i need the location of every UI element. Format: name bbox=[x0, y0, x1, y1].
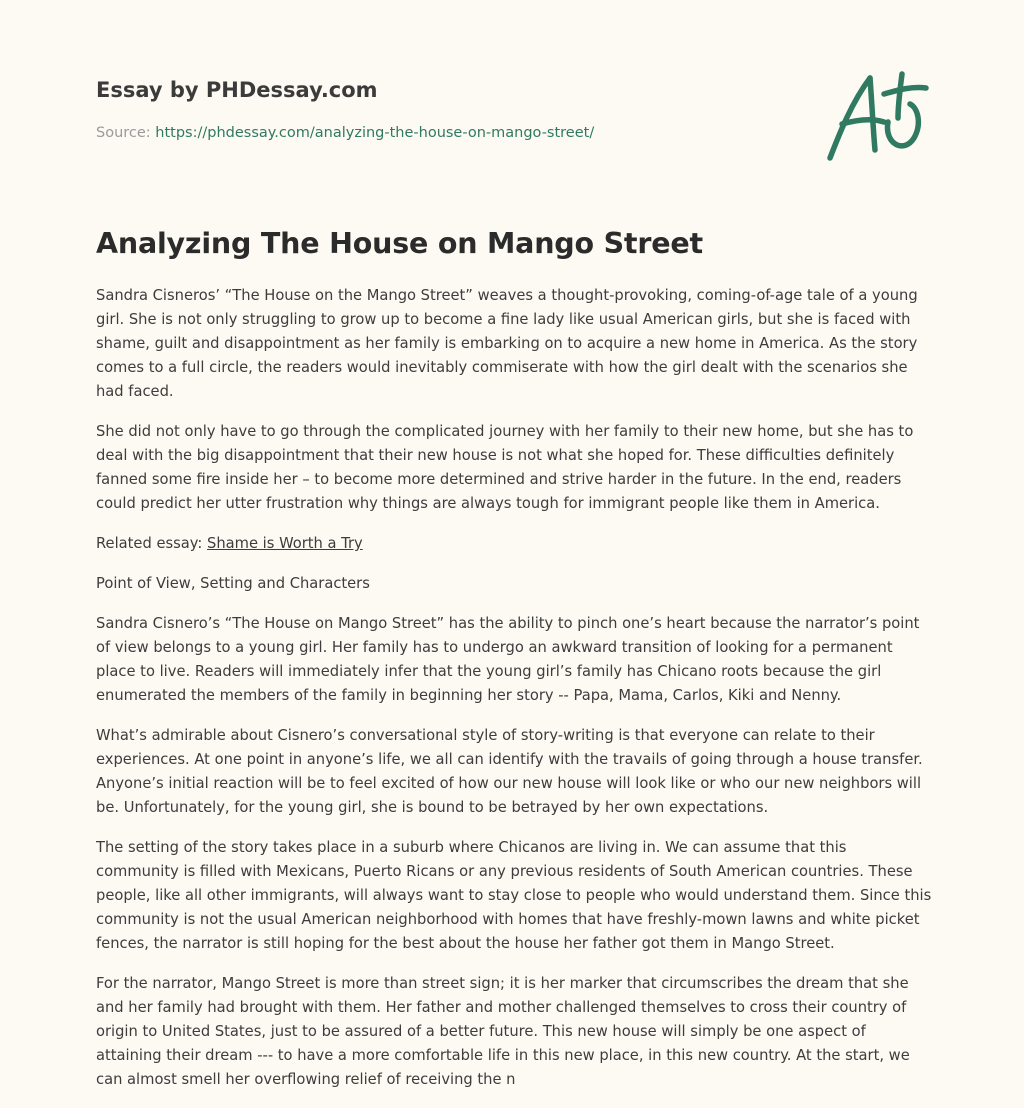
essay-body bbox=[96, 284, 932, 1096]
source-label: Source: bbox=[96, 125, 156, 141]
related-essay-link[interactable]: Shame is Worth a Try bbox=[207, 535, 363, 552]
related-essay-line bbox=[96, 532, 932, 556]
a-plus-logo-icon bbox=[818, 66, 930, 166]
essay-paragraph: She did not only have to go through the complicated journey with her family to their new home, but she has to deal with the big disappointment that their new house is not what she hoped for. These difficulties definitely fanned some fire inside her – to become more determined and strive harder in the future. In the end, readers could predict her utter frustration why things are always tough for immigrant people like them in America. bbox=[96, 423, 914, 512]
essay-paragraph: The setting of the story takes place in a suburb where Chicanos are living in. We can assume that this community is filled with Mexicans, Puerto Ricans or any previous residents of South American countries. These people, like all other immigrants, will always want to stay close to people who would understand them. Since this community is not the usual American neighborhood with homes that have freshly-mown lawns and white picket fences, the narrator is still hoping for the best about the house her father got them in Mango Street. bbox=[96, 839, 932, 952]
source-line bbox=[96, 123, 796, 143]
essay-paragraph: Sandra Cisneros’ “The House on the Mango Street” weaves a thought-provoking, coming-of-age tale of a young girl. She is not only struggling to grow up to become a fine lady like usual American girls, but she is faced with shame, guilt and disappointment as her family is embarking on to acquire a new home in America. As the story comes to a full circle, the readers would inevitably commiserate with how the girl dealt with the scenarios she had faced. bbox=[96, 287, 918, 400]
essay-title: Analyzing The House on Mango Street bbox=[96, 227, 703, 260]
related-essay-label: Related essay: bbox=[96, 535, 208, 552]
page-header bbox=[96, 76, 796, 143]
essay-paragraph: What’s admirable about Cisnero’s conversational style of story-writing is that everyone can relate to their experiences. At one point in anyone’s life, we all can identify with the travails of going through a house transfer. Anyone’s initial reaction will be to feel excited of how our new house will look like or who our new neighbors will be. Unfortunately, for the young girl, she is bound to be betrayed by her own expectations. bbox=[96, 727, 923, 816]
essay-paragraph: For the narrator, Mango Street is more than street sign; it is her marker that circumscribes the dream that she and her family had brought with them. Her father and mother challenged themselves to cross their country of origin to United States, just to be assured of a better future. This new house will simply be one aspect of attaining their dream --- to have a more comfortable life in this new place, in this new country. At the start, we can almost smell her overflowing relief of receiving the n bbox=[96, 975, 910, 1088]
source-link[interactable]: https://phdessay.com/analyzing-the-house-on-mango-street/ bbox=[155, 125, 595, 141]
site-brand: Essay by PHDessay.com bbox=[96, 78, 378, 102]
essay-paragraph: Sandra Cisnero’s “The House on Mango Street” has the ability to pinch one’s heart because the narrator’s point of view belongs to a young girl. Her family has to undergo an awkward transition of looking for a permanent place to live. Readers will immediately infer that the young girl’s family has Chicano roots because the girl enumerated the members of the family in beginning her story -- Papa, Mama, Carlos, Kiki and Nenny. bbox=[96, 615, 920, 704]
section-subheading: Point of View, Setting and Characters bbox=[96, 575, 370, 592]
